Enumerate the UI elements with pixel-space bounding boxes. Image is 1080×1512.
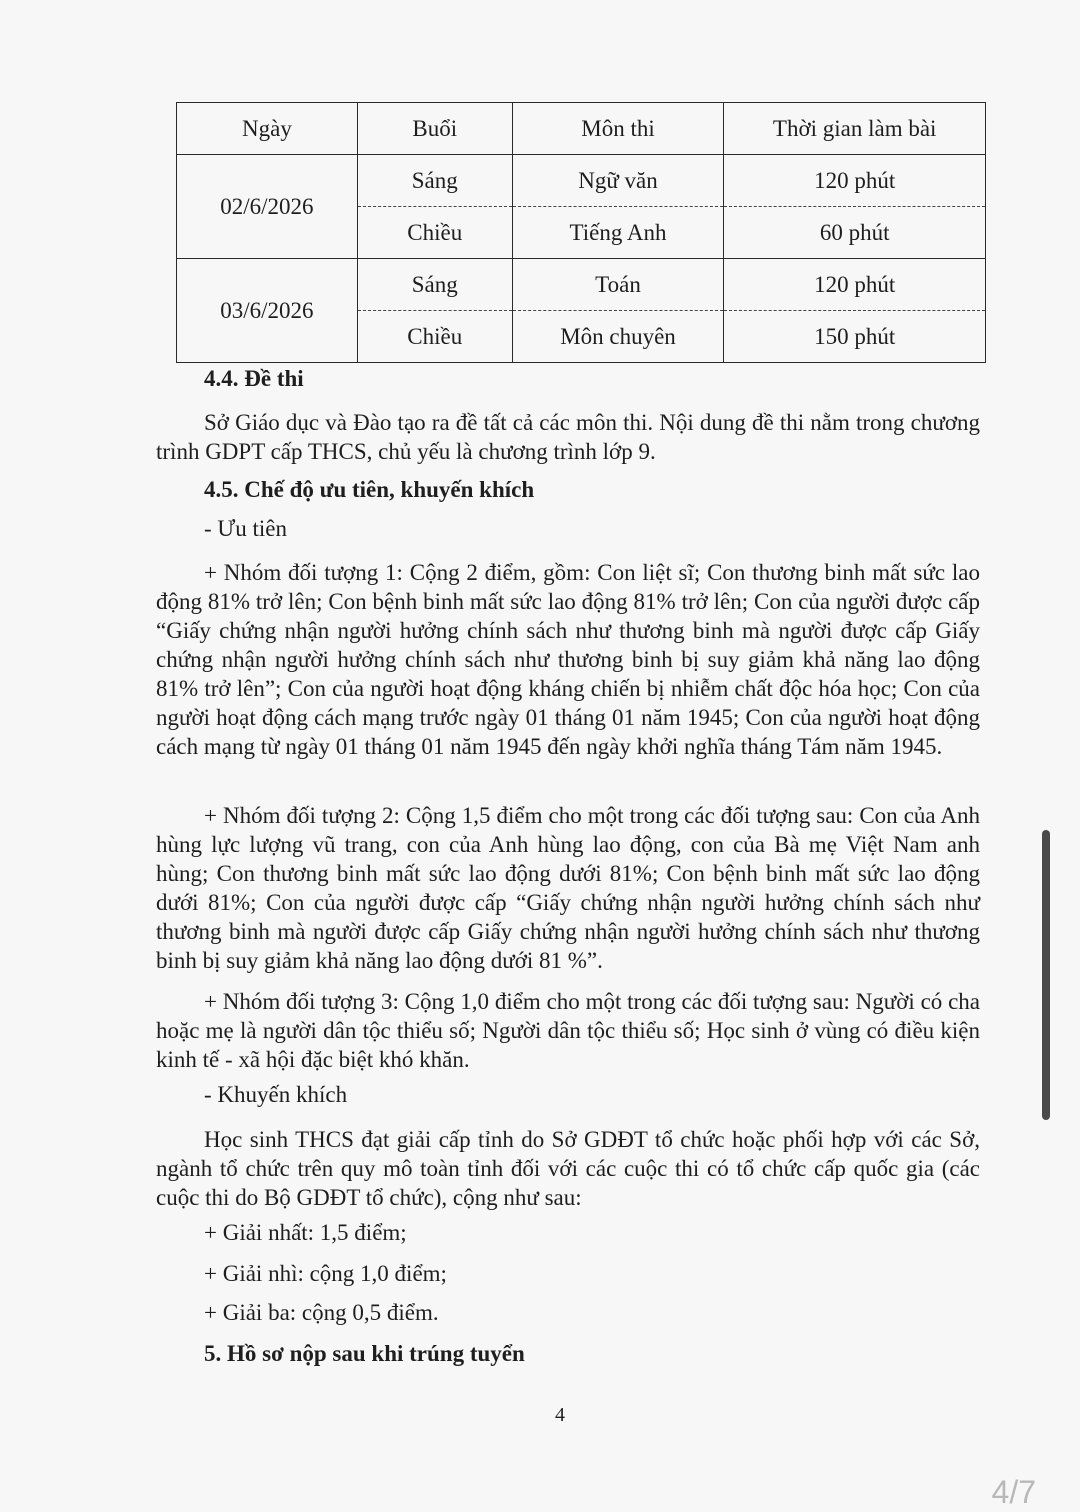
priority-group-2: + Nhóm đối tượng 2: Cộng 1,5 điểm cho một trong các đối tượng sau: Con của Anh hùng lực lượng vũ trang, con của Anh hùng lao động, con của Bà mẹ Việt Nam anh hùng; Con thương binh mất sức lao động dưới 81%; Con bệnh binh mất sức lao động dưới 81%; Con của người được cấp “Giấy chứng nhận người hưởng chính sách như thương binh mà người được cấp Giấy chứng nhận người hưởng chính sách như thương binh bị suy giảm khả năng lao động dưới 81 %”. [156, 803, 980, 973]
section-4-5-title: 4.5. Chế độ ưu tiên, khuyến khích [204, 477, 535, 502]
section-4-4-title: 4.4. Đề thi [204, 366, 304, 391]
page-indicator: 4/7 [991, 1474, 1036, 1510]
session-cell: Chiều [357, 311, 512, 363]
duration-cell: 150 phút [724, 311, 986, 363]
header-session: Buổi [357, 103, 512, 155]
exam-schedule-table [176, 102, 986, 363]
table-row [177, 155, 986, 207]
table-row [177, 259, 986, 311]
encourage-text: Học sinh THCS đạt giải cấp tỉnh do Sở GDĐT tổ chức hoặc phối hợp với các Sở, ngành tổ chức trên quy mô toàn tỉnh đối với các cuộc thi có tổ chức cấp quốc gia (các cuộc thi do Bộ GDĐT tổ chức), cộng như sau: [156, 1127, 980, 1210]
encourage-label: - Khuyến khích [204, 1082, 348, 1107]
priority-group-3: + Nhóm đối tượng 3: Cộng 1,0 điểm cho một trong các đối tượng sau: Người có cha hoặc mẹ là người dân tộc thiểu số; Người dân tộc thiểu số; Học sinh ở vùng có điều kiện kinh tế - xã hội đặc biệt khó khăn. [156, 989, 980, 1072]
duration-cell: 60 phút [724, 207, 986, 259]
priority-group-1: + Nhóm đối tượng 1: Cộng 2 điểm, gồm: Con liệt sĩ; Con thương binh mất sức lao động 81% trở lên; Con bệnh binh mất sức lao động 81% trở lên; Con của người được cấp “Giấy chứng nhận người hưởng chính sách như thương binh mà người được cấp Giấy chứng nhận người hưởng chính sách như thương binh bị suy giảm khả năng lao động 81% trở lên”; Con của người hoạt động kháng chiến bị nhiễm chất độc hóa học; Con của người hoạt động cách mạng trước ngày 01 tháng 01 năm 1945; Con của người hoạt động cách mạng từ ngày 01 tháng 01 năm 1945 đến ngày khởi nghĩa tháng Tám năm 1945. [156, 560, 980, 759]
section-5-title: 5. Hồ sơ nộp sau khi trúng tuyển [204, 1341, 525, 1366]
session-cell: Sáng [357, 259, 512, 311]
subject-cell: Toán [512, 259, 724, 311]
duration-cell: 120 phút [724, 155, 986, 207]
duration-cell: 120 phút [724, 259, 986, 311]
subject-cell: Tiếng Anh [512, 207, 724, 259]
section-4-4-text: Sở Giáo dục và Đào tạo ra đề tất cả các môn thi. Nội dung đề thi nằm trong chương trình GDPT cấp THCS, chủ yếu là chương trình lớp 9. [156, 410, 980, 464]
prize-first: + Giải nhất: 1,5 điểm; [204, 1220, 407, 1245]
scrollbar-thumb[interactable] [1042, 830, 1050, 1120]
priority-label: - Ưu tiên [204, 516, 287, 541]
subject-cell: Ngữ văn [512, 155, 724, 207]
subject-cell: Môn chuyên [512, 311, 724, 363]
header-date: Ngày [177, 103, 358, 155]
prize-third: + Giải ba: cộng 0,5 điểm. [204, 1300, 439, 1325]
session-cell: Chiều [357, 207, 512, 259]
prize-second: + Giải nhì: cộng 1,0 điểm; [204, 1261, 447, 1286]
page-number: 4 [555, 1404, 565, 1426]
date-cell: 02/6/2026 [177, 155, 358, 259]
header-subject: Môn thi [512, 103, 724, 155]
session-cell: Sáng [357, 155, 512, 207]
header-duration: Thời gian làm bài [724, 103, 986, 155]
table-header-row [177, 103, 986, 155]
date-cell: 03/6/2026 [177, 259, 358, 363]
